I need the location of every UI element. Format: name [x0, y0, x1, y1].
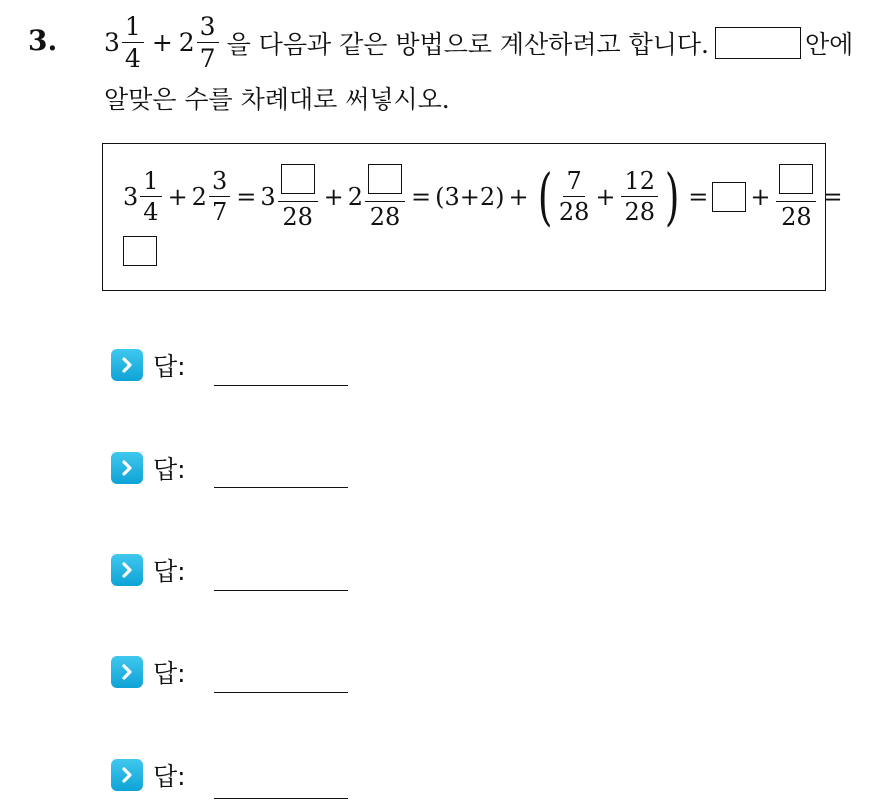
whole: 3: [123, 182, 139, 211]
chevron-right-icon: [111, 554, 143, 586]
mixed-term-3: [260, 164, 319, 229]
plus-sign: +: [151, 28, 173, 57]
denominator: 28: [282, 203, 313, 231]
chevron-right-icon: [111, 759, 143, 791]
numerator: 1: [140, 169, 161, 197]
answer-label: 답:: [153, 557, 186, 586]
mixed-number-a: [104, 14, 146, 71]
answer-field-5[interactable]: [214, 798, 348, 799]
answer-label: 답:: [153, 762, 186, 791]
answer-row-3: [111, 552, 186, 588]
chevron-right-icon: [111, 452, 143, 484]
denominator: 7: [199, 44, 216, 73]
numerator: 1: [122, 14, 144, 43]
answer-label: 답:: [153, 352, 186, 381]
numerator: [278, 164, 318, 202]
numerator: [776, 164, 816, 202]
numerator: [365, 164, 405, 202]
left-paren: (: [537, 159, 552, 233]
answer-row-4: [111, 654, 186, 690]
question-number: 3.: [28, 24, 58, 57]
equation-row: [123, 159, 847, 233]
fraction: [197, 14, 219, 71]
answer-label: 답:: [153, 659, 186, 688]
answer-row-2: [111, 450, 186, 486]
numerator: 7: [563, 169, 584, 197]
question-text: 을 다음과 같은 방법으로 계산하려고 합니다.: [226, 29, 709, 59]
group-sum: (3+2): [435, 182, 505, 211]
answer-field-1[interactable]: [214, 385, 348, 386]
whole: 3: [104, 28, 120, 57]
whole: 2: [347, 182, 364, 211]
chevron-right-icon: [111, 349, 143, 381]
plus-sign: +: [167, 182, 188, 211]
whole: 2: [191, 182, 207, 211]
equals-sign: =: [236, 182, 257, 211]
plus-sign: +: [750, 182, 771, 211]
equals-sign: =: [411, 182, 432, 211]
denominator: 4: [124, 44, 141, 73]
fraction: [122, 14, 144, 71]
question-line-1: [104, 14, 853, 71]
numerator: 3: [197, 14, 219, 43]
equals-sign: =: [688, 182, 709, 211]
whole: 2: [178, 28, 195, 57]
mixed-term-2: [192, 169, 233, 224]
fraction: [278, 164, 318, 229]
blank-box[interactable]: [712, 182, 746, 212]
blank-box[interactable]: [123, 236, 157, 266]
chevron-right-icon: [111, 656, 143, 688]
equation-row-2: [123, 236, 157, 270]
plus-sign: +: [595, 182, 616, 211]
blank-box[interactable]: [281, 164, 315, 194]
fraction: [140, 169, 161, 224]
fraction-3: [776, 164, 816, 229]
fraction-1: [559, 169, 590, 224]
plus-sign: +: [508, 182, 529, 211]
right-paren: ): [664, 159, 680, 233]
blank-box: [715, 27, 801, 59]
equation-box: [102, 143, 843, 291]
numerator: 3: [209, 169, 230, 197]
answer-field-4[interactable]: [214, 692, 348, 693]
question-line-2: 알맞은 수를 차례대로 써넣시오.: [104, 85, 450, 114]
mixed-number-b: [179, 14, 221, 71]
denominator: 28: [624, 198, 656, 226]
denominator: 28: [369, 203, 401, 231]
fraction-2: [621, 169, 658, 224]
denominator: 7: [211, 198, 228, 226]
fraction: [209, 169, 230, 224]
mixed-term-1: [123, 169, 164, 224]
equals-sign: =: [822, 182, 843, 211]
denominator: 4: [143, 198, 159, 226]
question-text-end: 안에: [804, 29, 854, 59]
numerator: 12: [621, 169, 658, 197]
answer-field-2[interactable]: [214, 487, 348, 488]
denominator: 28: [781, 203, 812, 231]
answer-row-1: [111, 347, 186, 383]
answer-label: 답:: [153, 455, 186, 484]
denominator: 28: [558, 198, 590, 226]
answer-row-5: [111, 757, 186, 793]
plus-sign: +: [323, 182, 344, 211]
mixed-term-4: [348, 164, 407, 229]
blank-box[interactable]: [368, 164, 402, 194]
answer-field-3[interactable]: [214, 590, 348, 591]
whole: 3: [260, 182, 276, 211]
fraction: [365, 164, 405, 229]
blank-box[interactable]: [779, 164, 813, 194]
